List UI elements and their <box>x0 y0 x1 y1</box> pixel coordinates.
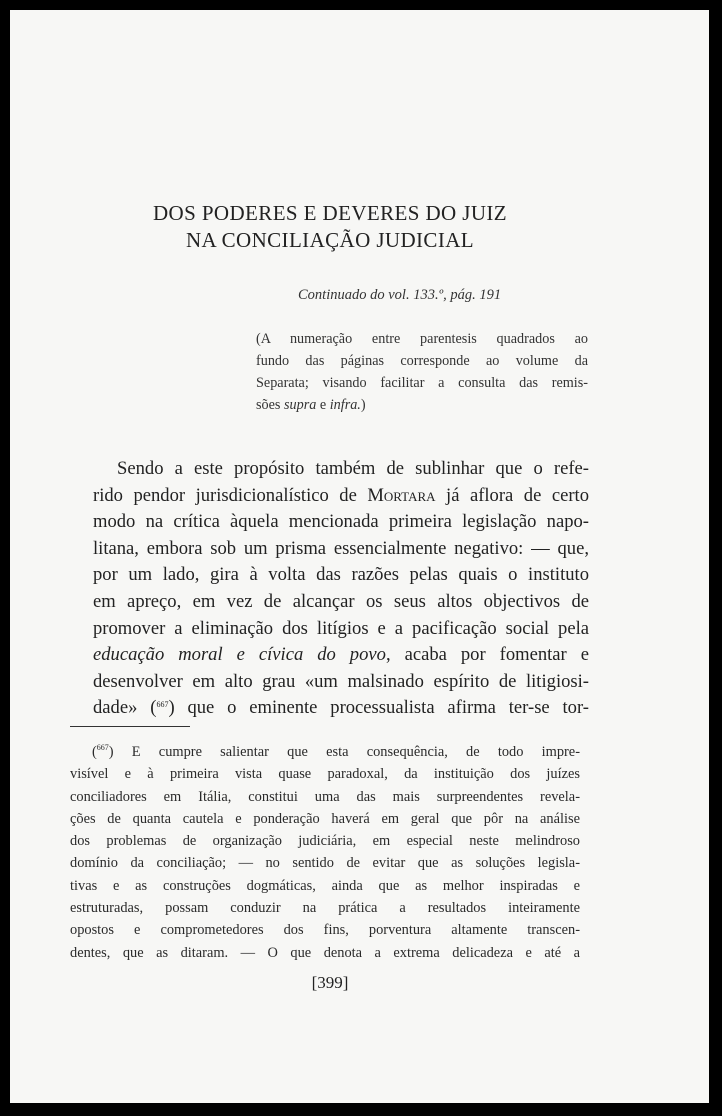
editor-note <box>256 328 588 416</box>
editor-note-line: fundo das páginas corresponde ao volume da <box>256 353 588 369</box>
author-name: Mortara <box>367 484 436 506</box>
document-page <box>10 10 709 1103</box>
continued-note: Continuado do vol. 133.º, pág. 191 <box>298 287 502 303</box>
footnote-line: ções de quanta cautela e ponderação haverá em geral que pôr na análise <box>70 810 580 827</box>
article-title <box>10 200 650 254</box>
footnote-line: ($^{667}$) E cumpre salientar que esta consequência, de todo impre- <box>92 743 580 760</box>
body-line: modo na crítica àquela mencionada primeira legislação napo- <box>93 511 589 533</box>
body-line: educação moral e cívica do povo, acaba por fomentar e <box>93 644 589 666</box>
body-line: em apreço, em vez de alcançar os seus altos objectivos de <box>93 590 589 612</box>
editor-note-line: sões supra e infra.) <box>256 397 366 413</box>
editor-note-line: Separata; visando facilitar a consulta das remis- <box>256 375 588 391</box>
title-line-2: NA CONCILIAÇÃO JUDICIAL <box>185 228 475 252</box>
footnote-line: conciliadores em Itália, constitui uma das mais surpreendentes revela- <box>70 788 580 805</box>
supra-term: supra <box>283 397 317 413</box>
footnote-reference[interactable]: 667 <box>156 700 169 710</box>
footnote-line: visível e à primeira vista quase paradoxal, da instituição dos juízes <box>70 766 580 783</box>
footnote-number: 667 <box>96 743 109 752</box>
infra-term: infra. <box>329 397 361 413</box>
footnote-line: tivas e as construções dogmáticas, ainda que as melhor inspiradas e <box>70 877 580 894</box>
body-line: desenvolver em alto grau «um malsinado espírito de litigiosi- <box>93 670 589 692</box>
footnote <box>70 741 580 964</box>
italic-phrase: educação moral e cívica do povo <box>93 644 386 666</box>
body-line: dade» ($^{667}$) que o eminente processualista afirma ter-se tor- <box>93 697 589 719</box>
footnote-line: opostos e comprometedores dos fins, porventura altamente transcen- <box>70 922 580 939</box>
body-paragraph <box>93 456 589 722</box>
body-line: Sendo a este propósito também de sublinhar que o refe- <box>117 458 589 479</box>
footnote-line: dentes, que as ditaram. — O que denota a extrema delicadeza e até a <box>70 944 580 961</box>
footnote-divider <box>70 726 190 727</box>
title-line-1: DOS PODERES E DEVERES DO JUIZ <box>152 201 508 225</box>
footnote-line: estruturadas, possam conduzir na prática a resultados inteiramente <box>70 900 580 917</box>
editor-note-line: (A numeração entre parentesis quadrados ao <box>256 331 588 347</box>
footnote-line: dos problemas de organização judiciária, em especial neste melindroso <box>70 833 580 850</box>
footnote-line: domínio da conciliação; — no sentido de evitar que as soluções legisla- <box>70 855 580 872</box>
page-number: [399] <box>311 973 349 992</box>
body-line: promover a eliminação dos litígios e a pacificação social pela <box>93 617 589 639</box>
body-line: litana, embora sob um prisma essencialmente negativo: — que, <box>93 537 589 559</box>
body-line: por um lado, gira à volta das razões pelas quais o instituto <box>93 564 589 586</box>
body-line: rido pendor jurisdicionalístico de Mortara já aflora de certo <box>93 484 589 506</box>
